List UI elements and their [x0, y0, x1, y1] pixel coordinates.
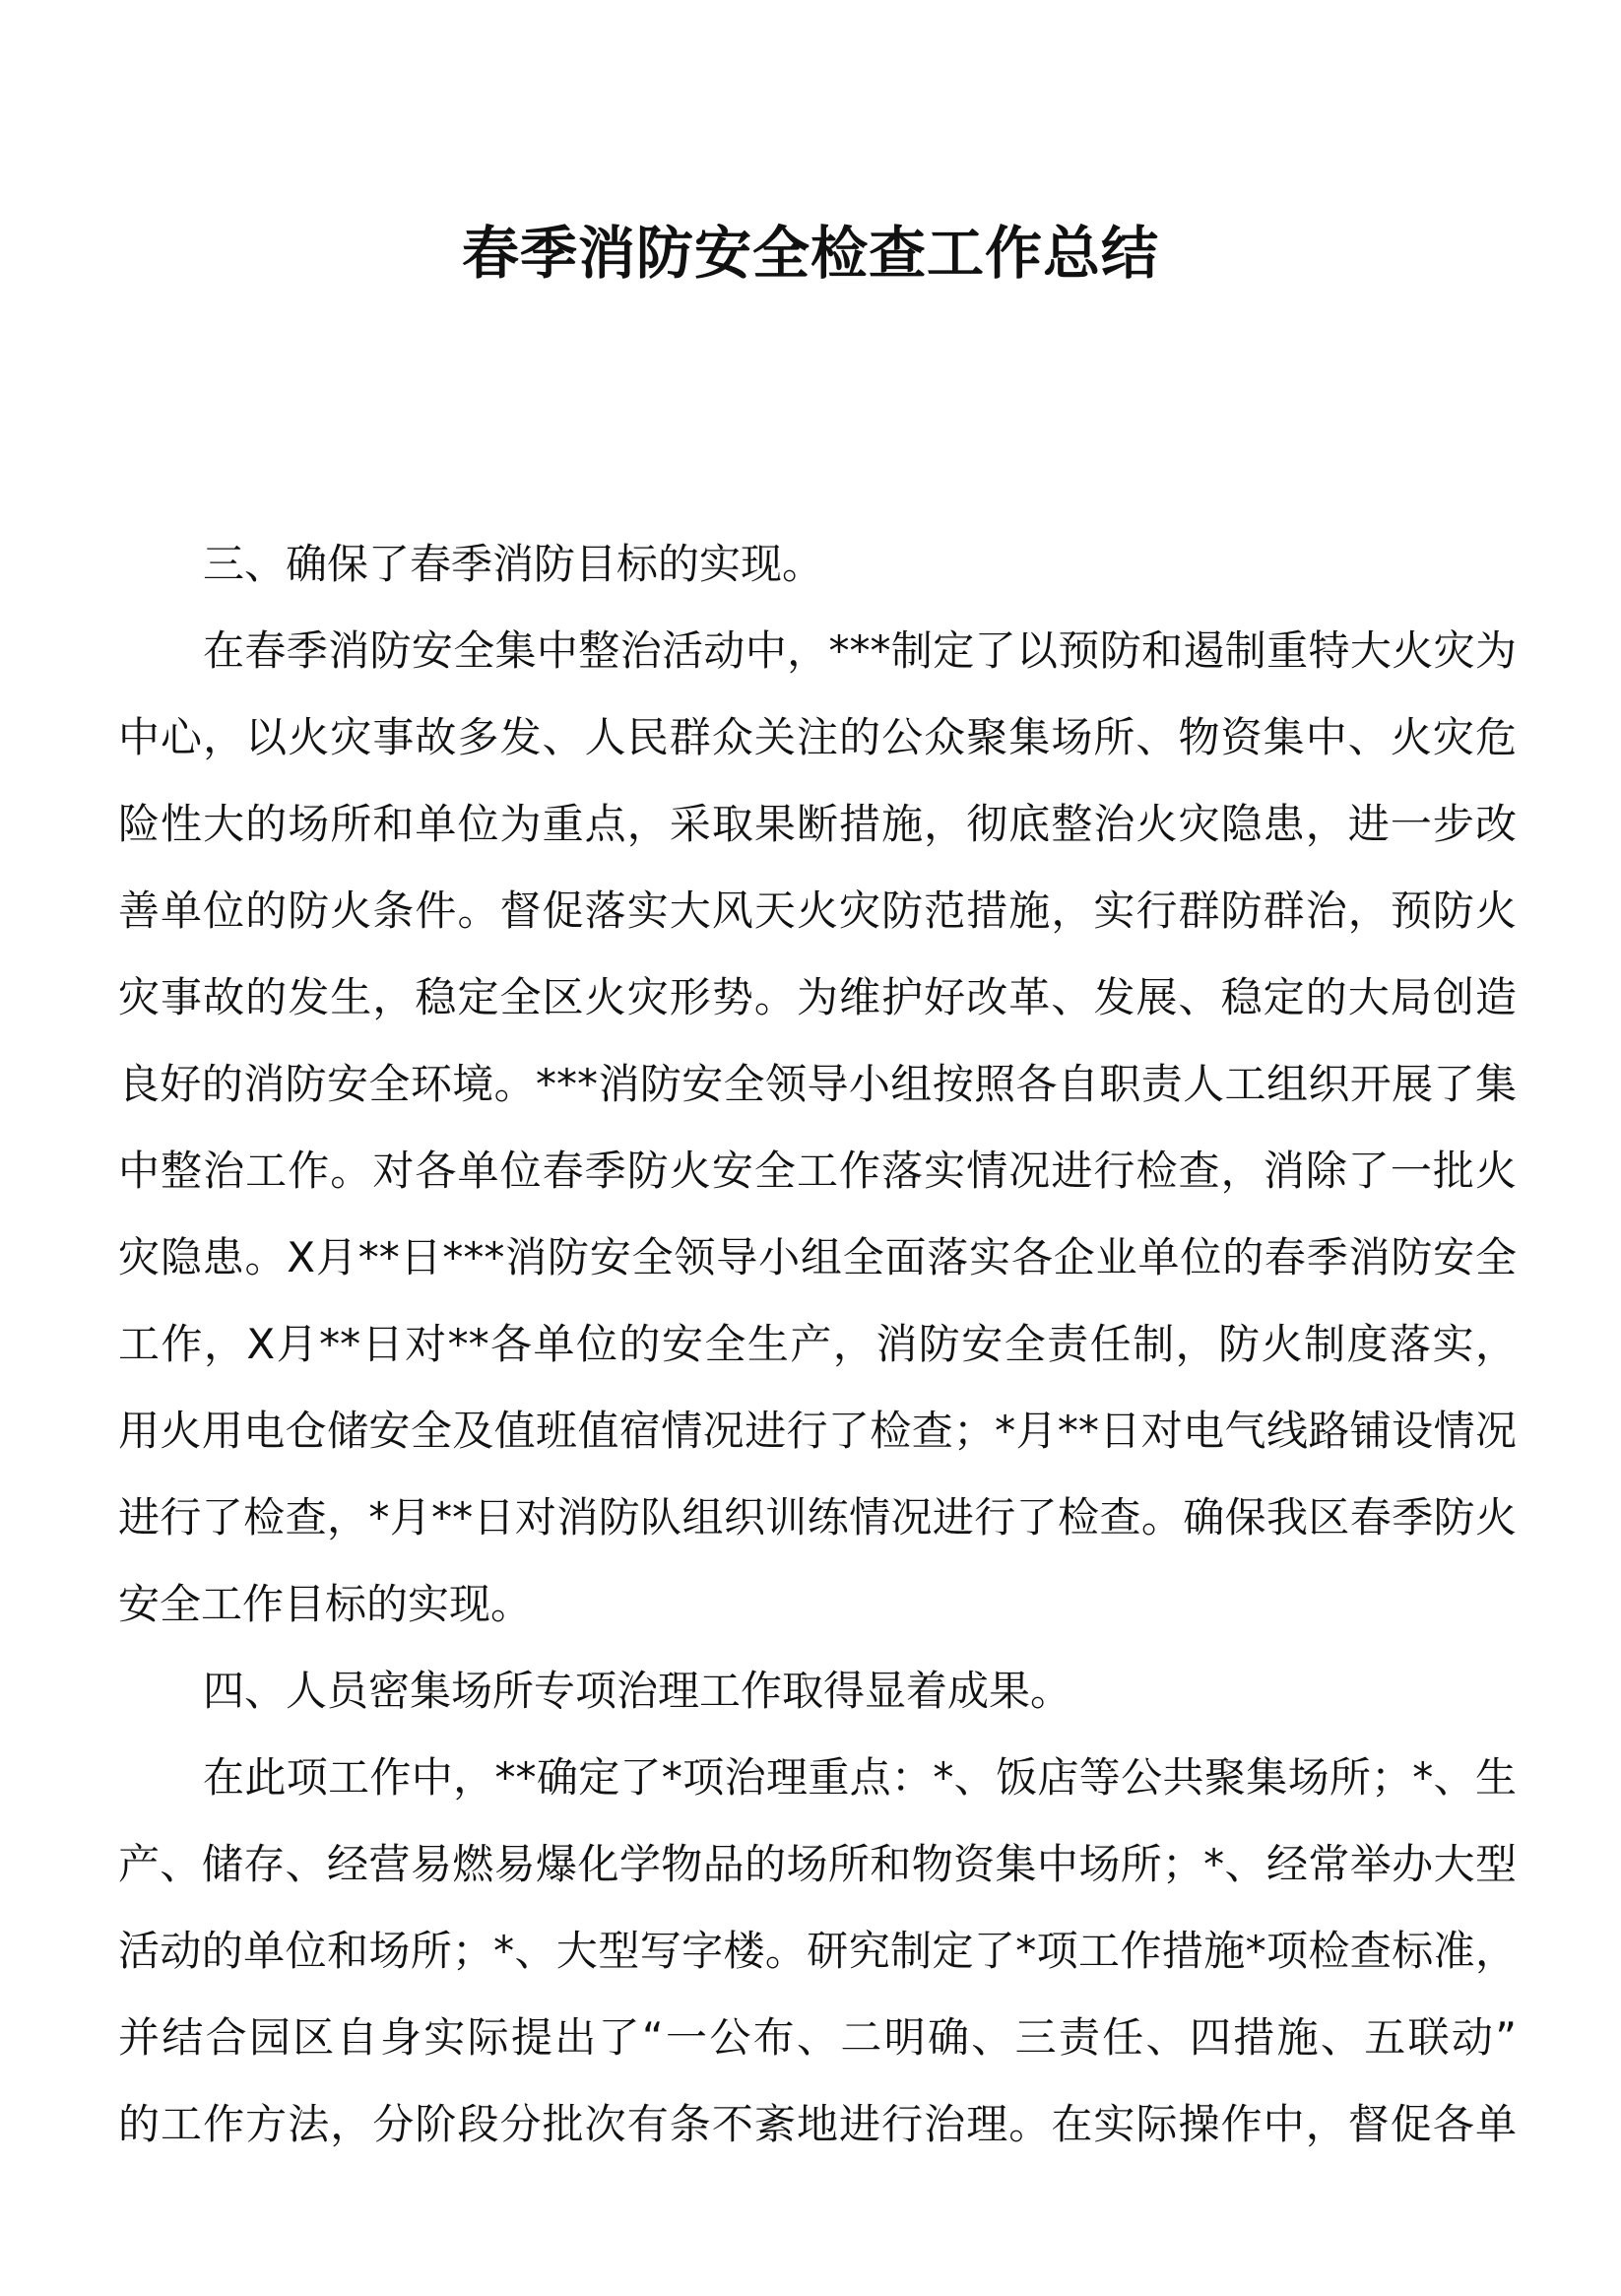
paragraph-line: 中心，以火灾事故多发、人民群众关注的公众聚集场所、物资集中、火灾危 [118, 713, 1517, 761]
paragraph-line: 善单位的防火条件。督促落实大风天火灾防范措施，实行群防群治，预防火 [118, 886, 1517, 935]
paragraph-section-4 [118, 1735, 1517, 2168]
paragraph-line: 在春季消防安全集中整治活动中，***制定了以预防和遏制重特大火灾为 [203, 626, 1517, 675]
paragraph-line: 工作，X月**日对**各单位的安全生产，消防安全责任制，防火制度落实， [118, 1320, 1517, 1368]
paragraph-line: 并结合园区自身实际提出了“一公布、二明确、三责任、四措施、五联动” [118, 2013, 1517, 2062]
paragraph-line: 灾事故的发生，稳定全区火灾形势。为维护好改革、发展、稳定的大局创造 [118, 973, 1517, 1021]
paragraph-line: 四、人员密集场所专项治理工作取得显着成果。 [203, 1667, 1072, 1715]
paragraph-line: 产、储存、经营易燃易爆化学物品的场所和物资集中场所；*、经常举办大型 [118, 1840, 1517, 1888]
paragraph-line: 险性大的场所和单位为重点，采取果断措施，彻底整治火灾隐患，进一步改 [118, 800, 1517, 848]
document-title: 春季消防安全检查工作总结 [461, 220, 1159, 287]
paragraph-line: 灾隐患。X月**日***消防安全领导小组全面落实各企业单位的春季消防安全 [118, 1233, 1517, 1281]
paragraph-line: 安全工作目标的实现。 [118, 1580, 533, 1628]
paragraph-line: 在此项工作中，**确定了*项治理重点：*、饭店等公共聚集场所；*、生 [203, 1753, 1517, 1802]
paragraph-line: 三、确保了春季消防目标的实现。 [203, 540, 824, 588]
document-body [118, 521, 1517, 2168]
paragraph-line: 进行了检查，*月**日对消防队组织训练情况进行了检查。确保我区春季防火 [118, 1493, 1517, 1542]
heading-section-3 [118, 521, 1517, 608]
paragraph-line: 用火用电仓储安全及值班值宿情况进行了检查；*月**日对电气线路铺设情况 [118, 1407, 1517, 1455]
paragraph-line: 良好的消防安全环境。***消防安全领导小组按照各自职责人工组织开展了集 [118, 1060, 1517, 1108]
paragraph-section-3 [118, 608, 1517, 1648]
paragraph-line: 的工作方法，分阶段分批次有条不紊地进行治理。在实际操作中，督促各单 [118, 2100, 1517, 2148]
paragraph-line: 中整治工作。对各单位春季防火安全工作落实情况进行检查，消除了一批火 [118, 1147, 1517, 1195]
paragraph-line: 活动的单位和场所；*、大型写字楼。研究制定了*项工作措施*项检查标准， [118, 1927, 1517, 1975]
heading-section-4 [118, 1648, 1517, 1735]
